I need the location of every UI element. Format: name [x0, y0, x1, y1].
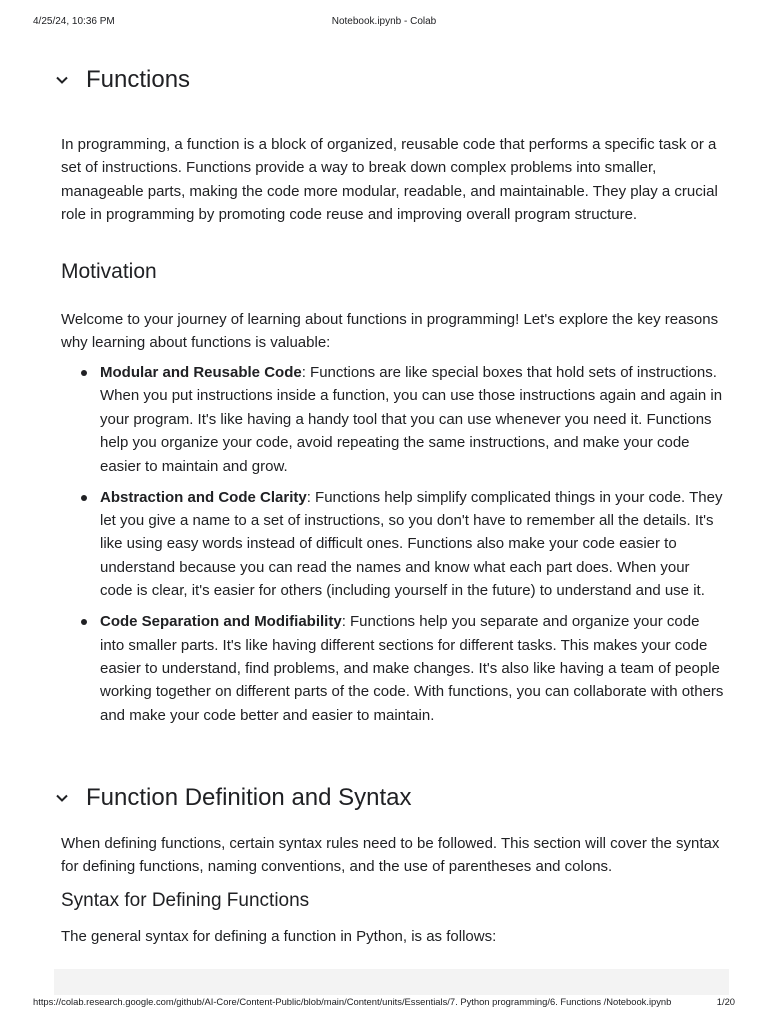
section-title: Functions	[86, 66, 191, 93]
chevron-down-icon[interactable]	[54, 72, 70, 88]
page-number: 1/20	[716, 996, 735, 1007]
list-item	[100, 486, 725, 603]
list-item-term: Abstraction and Code Clarity	[100, 488, 307, 506]
list-item-text: : Functions are like special boxes that hold sets of instructions. When you put instructions inside a function, you can use those instructions again and again in your program. It's like having a handy tool that you can use whenever you need it. Functions help you organize your code, avoid repeating the same instructions, and make your code easier to maintain and grow.	[100, 364, 723, 475]
section-header-functions	[54, 66, 190, 94]
print-footer	[33, 996, 735, 1010]
print-header	[33, 16, 735, 30]
motivation-heading: Motivation	[61, 260, 157, 283]
list-item-text: : Functions help simplify complicated things in your code. They let you give a name to a set of instructions, so you don't have to remember all the details. It's like using easy words instead of difficult ones. Functions also make your code easier to understand because you can read the names and know what each part does. When your code is clear, it's easier for others (including yourself in the future) to understand and use it.	[100, 488, 723, 600]
list-item-term: Modular and Reusable Code	[100, 364, 302, 381]
print-url: https://colab.research.google.com/github/AI-Core/Content-Public/blob/main/Content/units/Essentials/7. Python programming/6. Functions /Notebook.ipynb	[33, 996, 672, 1007]
print-title: Notebook.ipynb - Colab	[331, 16, 437, 27]
syntax-subheading: Syntax for Defining Functions	[61, 890, 310, 911]
functions-intro: In programming, a function is a block of organized, reusable code that performs a specific task or a set of instructions. Functions provide a way to break down complex problems into smaller, manageable parts, making the code more modular, readable, and maintainable. They play a crucial role in programming by promoting code reuse and improving overall program structure.	[61, 136, 718, 224]
list-item	[100, 610, 725, 727]
syntax-intro: The general syntax for defining a function in Python, is as follows:	[61, 928, 497, 945]
motivation-list	[61, 361, 725, 735]
code-cell[interactable]	[54, 969, 729, 995]
list-item	[100, 361, 725, 478]
section-title: Function Definition and Syntax	[86, 784, 412, 811]
chevron-down-icon[interactable]	[54, 790, 70, 806]
definition-intro: When defining functions, certain syntax rules need to be followed. This section will cover the syntax for defining functions, naming conventions, and the use of parentheses and colons.	[61, 835, 720, 876]
motivation-intro: Welcome to your journey of learning about functions in programming! Let's explore the key reasons why learning about functions is valuable:	[61, 311, 719, 352]
section-header-definition	[54, 784, 412, 812]
list-item-term: Code Separation and Modifiability	[100, 613, 342, 631]
list-item-text: : Functions help you separate and organize your code into smaller parts. It's like having different sections for different tasks. This makes your code easier to understand, find problems, and make changes. It's also like having a team of people working together on different parts of the code. With functions, you can collaborate with others and make your code better and easier to maintain.	[100, 613, 724, 724]
print-date: 4/25/24, 10:36 PM	[33, 16, 115, 27]
